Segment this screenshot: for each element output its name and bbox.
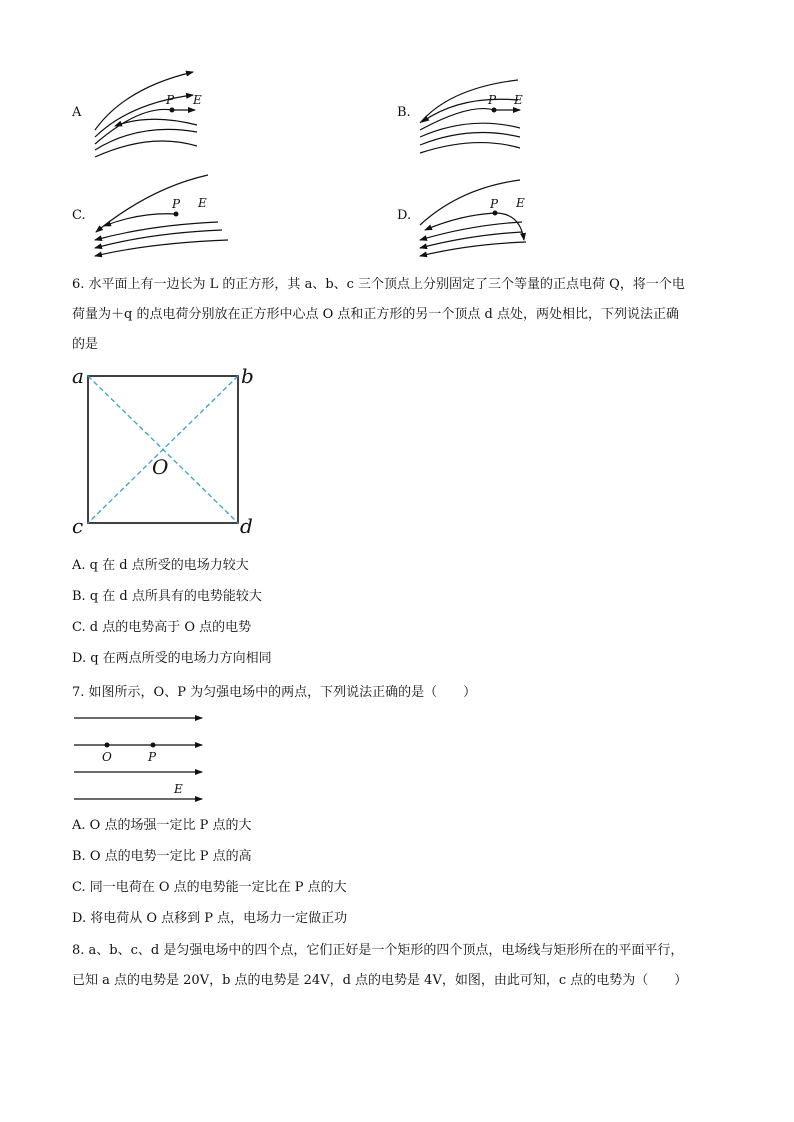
q7-option-c: C. 同一电荷在 O 点的电势能一定比在 P 点的大 [72, 880, 347, 895]
q7-option-d: D. 将电荷从 O 点移到 P 点，电场力一定做正功 [72, 911, 348, 926]
q5-option-d-letter: D. [397, 208, 412, 223]
q6-option-d: D. q 在两点所受的电场力方向相同 [72, 651, 272, 666]
q5-a-e-label: E [193, 93, 202, 107]
q8-stem-line-1: 8. a、b、c、d 是匀强电场中的四个点，它们正好是一个矩形的四个顶点，电场线与矩形所在的平面平行， [72, 943, 684, 958]
q5-a-p-label: P [166, 93, 175, 107]
q5-b-p-label: P [488, 93, 497, 107]
q5-option-a-letter: A [72, 105, 82, 120]
q5-c-e-label: E [198, 196, 207, 210]
q5-option-b-letter: B. [397, 105, 411, 120]
q6-stem-line-1: 6. 水平面上有一边长为 L 的正方形，其 a、b、c 三个顶点上分别固定了三个等量的正点电荷 Q，将一个电 [72, 277, 685, 292]
q6-vertex-b: b [241, 364, 254, 388]
q7-point-p: P [148, 750, 157, 764]
q5-b-e-label: E [514, 93, 523, 107]
q6-option-c: C. d 点的电势高于 O 点的电势 [72, 620, 252, 635]
q6-option-b: B. q 在 d 点所具有的电势能较大 [72, 589, 262, 604]
q6-vertex-d: d [240, 514, 253, 538]
q6-option-a: A. q 在 d 点所受的电场力较大 [72, 558, 249, 573]
q5-d-e-label: E [516, 196, 525, 210]
q6-vertex-a: a [72, 364, 84, 388]
q6-stem-line-2: 荷量为＋q 的点电荷分别放在正方形中心点 O 点和正方形的另一个顶点 d 点处，两处相比，下列说法正确 [72, 307, 679, 322]
q6-stem-line-3: 的是 [72, 337, 99, 352]
q7-option-a: A. O 点的场强一定比 P 点的大 [72, 818, 252, 833]
q7-point-o: O [102, 750, 112, 764]
q8-stem-line-2: 已知 a 点的电势是 20V，b 点的电势是 24V，d 点的电势是 4V，如图，由此可知，c 点的电势为（ ） [72, 973, 688, 988]
q7-field-e: E [174, 782, 183, 796]
q7-stem: 7. 如图所示，O、P 为匀强电场中的两点，下列说法正确的是（ ） [72, 685, 477, 700]
q5-option-c-letter: C. [72, 208, 86, 223]
q5-c-p-label: P [172, 197, 181, 211]
q5-d-p-label: P [490, 197, 499, 211]
q7-option-b: B. O 点的电势一定比 P 点的高 [72, 849, 252, 864]
q6-center-o: O [152, 455, 169, 479]
q6-vertex-c: c [72, 514, 84, 538]
